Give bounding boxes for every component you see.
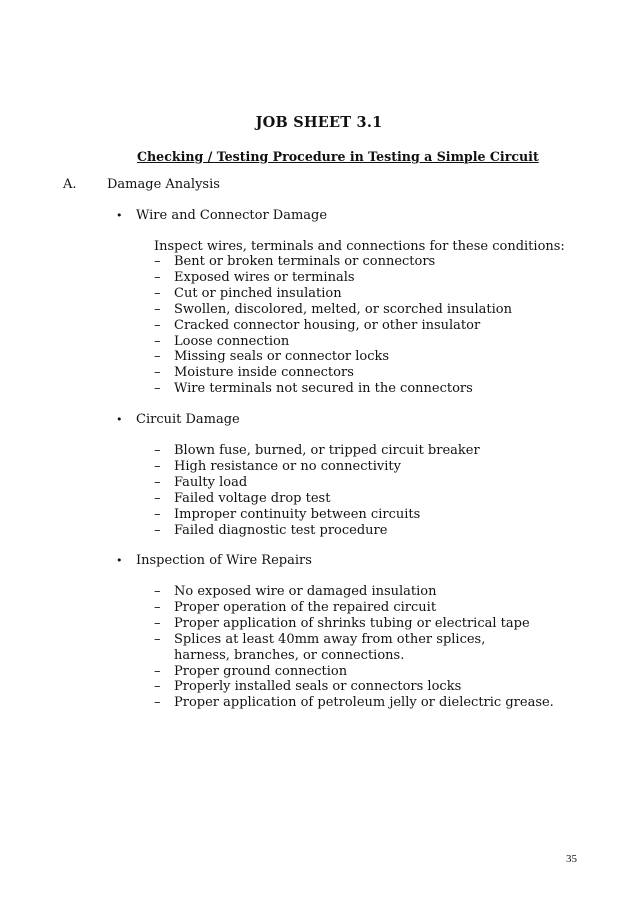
bullet-wire-connector-damage — [116, 208, 327, 223]
list-item — [154, 695, 554, 711]
dash-bullet-icon: – — [154, 615, 161, 631]
list-item-text: High resistance or no connectivity — [174, 458, 401, 474]
job-sheet-title: JOB SHEET 3.1 — [255, 114, 383, 131]
list-item — [154, 459, 480, 475]
list-item-text: Cut or pinched insulation — [174, 285, 342, 301]
bullet-wire-repairs — [116, 553, 312, 568]
procedure-subtitle: Checking / Testing Procedure in Testing a Simple Circuit — [137, 149, 539, 164]
list-item-text: Improper continuity between circuits — [174, 506, 421, 522]
dash-bullet-icon: – — [154, 443, 161, 458]
list-item — [154, 664, 554, 680]
dash-bullet-icon: – — [154, 349, 161, 365]
list-item — [154, 381, 512, 397]
list-item — [154, 334, 512, 350]
list-item — [154, 475, 480, 491]
list-item — [154, 616, 554, 632]
dash-bullet-icon: – — [154, 584, 161, 599]
list-item — [154, 302, 512, 318]
page-number: 35 — [566, 853, 577, 865]
list-item — [154, 318, 512, 334]
list-item-text: Proper application of shrinks tubing or electrical tape — [174, 615, 530, 631]
list-item-text: Proper operation of the repaired circuit — [174, 599, 437, 615]
dash-bullet-icon: – — [154, 695, 161, 711]
inspection-intro: Inspect wires, terminals and connections for these conditions: — [154, 239, 565, 254]
dash-bullet-icon: – — [154, 285, 161, 301]
list-item — [154, 270, 512, 286]
section-letter: A. — [63, 177, 77, 192]
bullet-label: Wire and Connector Damage — [136, 208, 328, 223]
circuit-damage-list — [154, 443, 480, 538]
list-item — [154, 507, 480, 523]
list-item — [154, 349, 512, 365]
wire-repairs-list — [154, 584, 554, 711]
list-item-text: Exposed wires or terminals — [174, 269, 355, 285]
bullet-label: Circuit Damage — [136, 412, 240, 427]
list-item — [154, 491, 480, 507]
dash-bullet-icon: – — [154, 679, 161, 695]
section-title: Damage Analysis — [107, 177, 220, 192]
list-item-text: Blown fuse, burned, or tripped circuit breaker — [174, 443, 480, 458]
list-item-text: Bent or broken terminals or connectors — [174, 254, 436, 269]
list-item — [154, 632, 544, 664]
dash-bullet-icon: – — [154, 317, 161, 333]
list-item — [154, 523, 480, 539]
list-item-text: Faulty load — [174, 474, 248, 490]
list-item-text: Failed diagnostic test procedure — [174, 522, 388, 538]
list-item — [154, 365, 512, 381]
list-item — [154, 679, 554, 695]
list-item — [154, 443, 480, 459]
list-item-text: Proper application of petroleum jelly or dielectric grease. — [174, 695, 554, 711]
bullet-label: Inspection of Wire Repairs — [136, 553, 312, 568]
list-item-text: Cracked connector housing, or other insulator — [174, 317, 481, 333]
list-item — [154, 600, 554, 616]
dash-bullet-icon: – — [154, 333, 161, 349]
list-item-text: Proper ground connection — [174, 663, 348, 679]
dash-bullet-icon: – — [154, 599, 161, 615]
list-item-text: No exposed wire or damaged insulation — [174, 584, 437, 599]
dash-bullet-icon: – — [154, 381, 161, 397]
dash-bullet-icon: – — [154, 490, 161, 506]
bullet-icon: • — [116, 554, 123, 567]
list-item-text: Missing seals or connector locks — [174, 349, 390, 365]
list-item — [154, 254, 512, 270]
list-item-text: Properly installed seals or connectors locks — [174, 679, 462, 695]
list-item-text: Swollen, discolored, melted, or scorched insulation — [174, 301, 512, 317]
dash-bullet-icon: – — [154, 458, 161, 474]
dash-bullet-icon: – — [154, 506, 161, 522]
section-a-heading — [63, 177, 220, 192]
bullet-icon: • — [116, 413, 123, 426]
bullet-circuit-damage — [116, 412, 240, 427]
list-item-text: Wire terminals not secured in the connectors — [174, 381, 473, 397]
list-item-text: Splices at least 40mm away from other splices, harness, branches, or connections. — [174, 631, 486, 663]
dash-bullet-icon: – — [154, 522, 161, 538]
dash-bullet-icon: – — [154, 631, 161, 647]
list-item — [154, 584, 554, 600]
list-item-text: Loose connection — [174, 333, 290, 349]
dash-bullet-icon: – — [154, 254, 161, 269]
dash-bullet-icon: – — [154, 301, 161, 317]
list-item — [154, 286, 512, 302]
bullet-icon: • — [116, 209, 123, 222]
dash-bullet-icon: – — [154, 663, 161, 679]
dash-bullet-icon: – — [154, 269, 161, 285]
list-item-text: Failed voltage drop test — [174, 490, 331, 506]
dash-bullet-icon: – — [154, 474, 161, 490]
wire-damage-list — [154, 254, 512, 397]
list-item-text: Moisture inside connectors — [174, 365, 354, 381]
dash-bullet-icon: – — [154, 365, 161, 381]
